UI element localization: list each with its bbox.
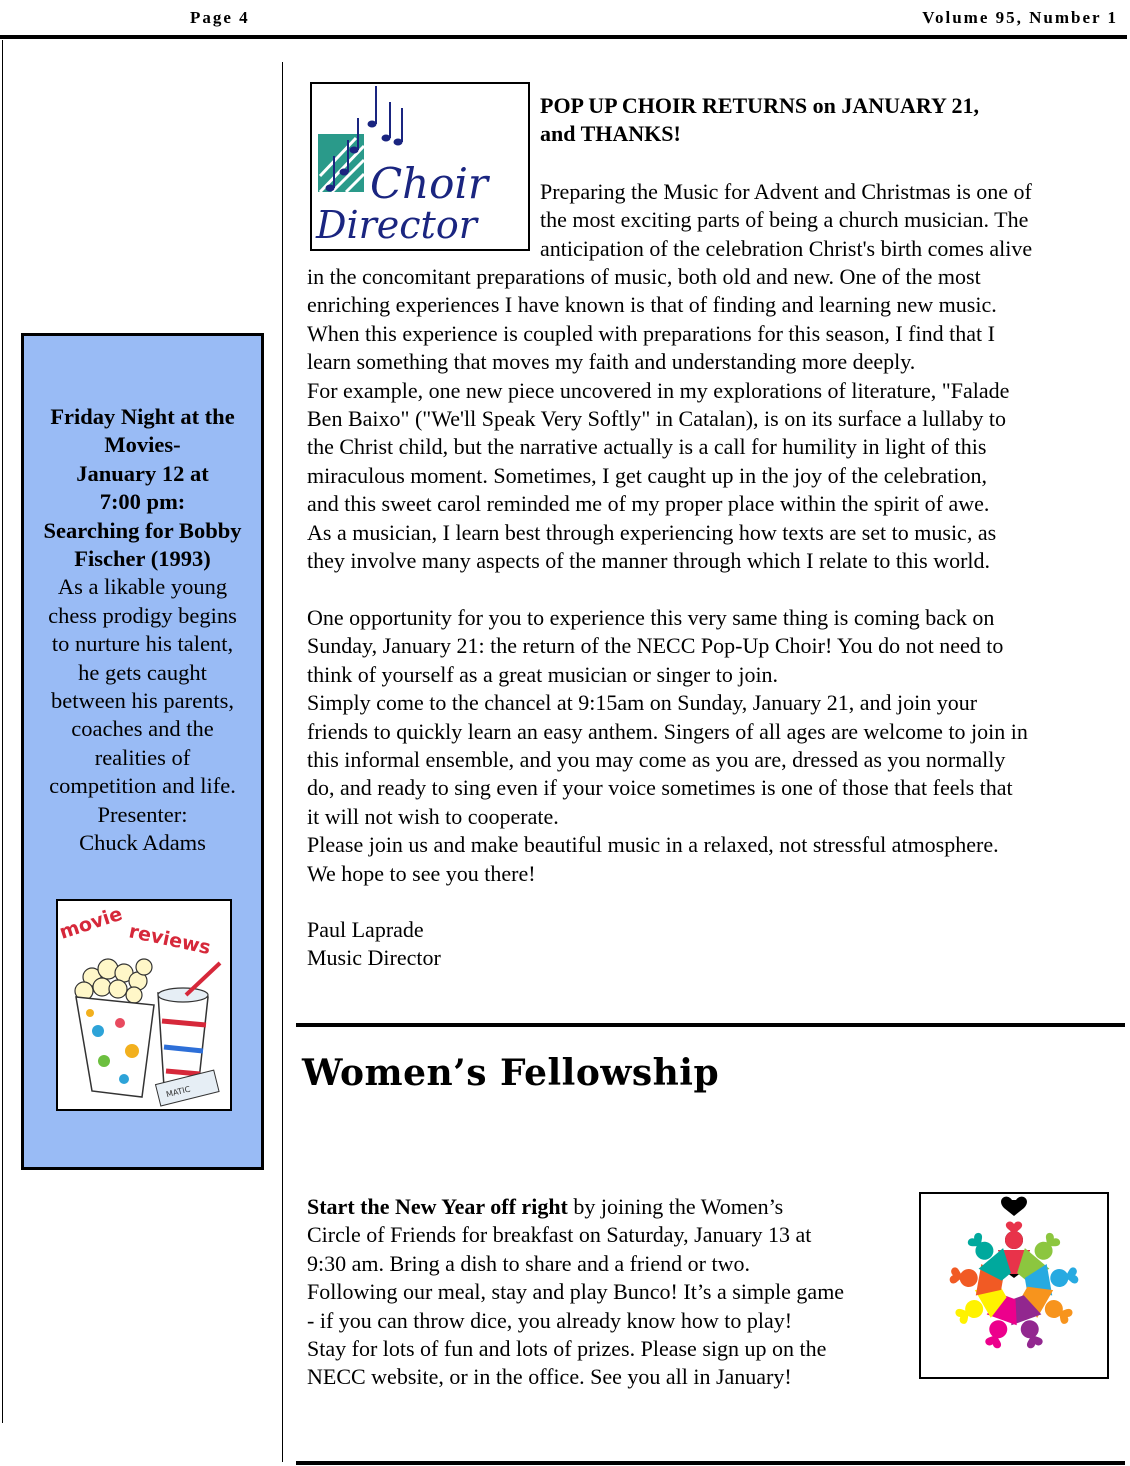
choir-title-line: POP UP CHOIR RETURNS on JANUARY 21,: [540, 93, 980, 118]
womens-line: Stay for lots of fun and lots of prizes. Please sign up on the: [307, 1336, 827, 1362]
choir-body-line: think of yourself as a great musician or singer to join.: [307, 661, 779, 687]
movie-art-word: reviews: [126, 920, 213, 960]
movie-art-word: movie: [58, 902, 126, 944]
movie-night-heading-line: Searching for Bobby: [43, 517, 242, 543]
ticket-text: MATIC: [165, 1084, 192, 1100]
choir-body-line: Ben Baixo" ("We'll Speak Very Softly" in Catalan), is on its surface a lullaby to: [307, 406, 1006, 432]
womens-fellowship-text: [307, 1193, 907, 1392]
movie-description-line: between his parents,: [50, 688, 235, 714]
movie-description-line: competition and life.: [49, 773, 236, 799]
column-divider: [282, 62, 283, 1462]
choir-body-line: it will not wish to cooperate.: [307, 803, 559, 829]
choir-body-line: Simply come to the chancel at 9:15am on Sunday, January 21, and join your: [307, 690, 978, 716]
section-divider: [296, 1461, 1125, 1465]
choir-body-line: friends to quickly learn an easy anthem. Singers of all ages are welcome to join in: [307, 718, 1028, 744]
circle-of-friends-people-hearts-icon: [919, 1192, 1109, 1379]
page-number: Page 4: [190, 8, 250, 27]
choir-director-music-notes-icon: [310, 82, 530, 251]
signature-role: Music Director: [307, 945, 441, 971]
movie-reviews-popcorn-icon: [56, 899, 232, 1111]
signature-name: Paul Laprade: [307, 917, 424, 942]
choir-body-line: For example, one new piece uncovered in my explorations of literature, "Falade: [307, 377, 1010, 403]
movie-night-heading-line: Movies-: [104, 432, 181, 458]
choir-article-body: [307, 263, 1117, 575]
choir-body-line: in the concomitant preparations of music, both old and new. One of the most: [307, 264, 981, 289]
choir-body-line: this informal ensemble, and you may come as you are, dressed as you normally: [307, 747, 1006, 773]
movie-night-heading-line: 7:00 pm:: [99, 489, 186, 515]
choir-lead-line: the most exciting parts of being a church musician. The: [540, 207, 1029, 233]
volume-number: Volume 95, Number 1: [922, 8, 1118, 27]
womens-line-rest: by joining the Women’s: [567, 1194, 784, 1219]
movie-description-line: to nurture his talent,: [51, 631, 234, 657]
movie-description-line: chess prodigy begins: [48, 602, 237, 628]
choir-body-line: Sunday, January 21: the return of the NECC Pop-Up Choir! You do not need to: [307, 633, 1004, 659]
choir-lead-line: Preparing the Music for Advent and Christmas is one of: [540, 179, 1032, 204]
choir-body-line: and this sweet carol reminded me of my proper place within the spirit of awe.: [307, 491, 990, 517]
choir-lead-line: anticipation of the celebration Christ's birth comes alive: [540, 235, 1033, 261]
movie-night-text: [24, 403, 261, 858]
header-rule: [0, 35, 1127, 39]
movie-night-heading-line: Fischer (1993): [74, 546, 211, 572]
choir-article-title: [540, 92, 1100, 149]
movie-description-line: As a likable young: [57, 574, 228, 600]
movie-description-line: realities of: [94, 744, 191, 770]
womens-lead-bold: Start the New Year off right: [307, 1194, 568, 1219]
womens-line: 9:30 am. Bring a dish to share and a friend or two.: [307, 1250, 750, 1276]
choir-body-line: One opportunity for you to experience this very same thing is coming back on: [307, 605, 995, 630]
choir-body-line: learn something that moves my faith and understanding more deeply.: [307, 349, 916, 375]
womens-line: [307, 1193, 907, 1221]
choir-logo-word: Director: [316, 203, 477, 247]
choir-body-line: do, and ready to sing even if your voice sometimes is one of those that feels that: [307, 775, 1013, 801]
choir-body-line: When this experience is coupled with preparations for this season, I find that I: [307, 320, 995, 346]
presenter-name: Chuck Adams: [79, 830, 206, 856]
choir-body-line: As a musician, I learn best through experiencing how texts are set to music, as: [307, 519, 997, 545]
choir-body-line: Please join us and make beautiful music in a relaxed, not stressful atmosphere.: [307, 832, 999, 858]
choir-article-body-2: [307, 604, 1117, 888]
movie-description-line: coaches and the: [71, 716, 214, 742]
choir-body-line: miraculous moment. Sometimes, I get caught up in the joy of the celebration,: [307, 462, 988, 488]
movie-night-sidebar: [21, 333, 264, 1170]
choir-article-lead: [540, 178, 1115, 263]
choir-signature: [307, 916, 1117, 973]
choir-body-line: We hope to see you there!: [307, 860, 536, 886]
womens-line: - if you can throw dice, you already know how to play!: [307, 1307, 793, 1333]
movie-night-heading-line: Friday Night at the: [50, 404, 235, 429]
choir-body-line: enriching experiences I have known is that of finding and learning new music.: [307, 292, 997, 318]
section-divider: [296, 1023, 1125, 1027]
womens-line: Following our meal, stay and play Bunco! It’s a simple game: [307, 1279, 845, 1305]
choir-logo-word: Choir: [370, 159, 488, 208]
choir-body-line: they involve many aspects of the manner through which I relate to this world.: [307, 548, 991, 574]
choir-body-line: the Christ child, but the narrative actually is a call for humility in light of this: [307, 434, 987, 460]
womens-fellowship-title: Women’s Fellowship: [302, 1052, 720, 1094]
presenter-label: Presenter:: [97, 801, 188, 827]
movie-description-line: he gets caught: [78, 659, 207, 685]
left-margin-line: [2, 40, 3, 1423]
choir-title-line: and THANKS!: [540, 121, 681, 147]
womens-line: NECC website, or in the office. See you all in January!: [307, 1364, 792, 1390]
movie-night-heading-line: January 12 at: [76, 460, 209, 486]
womens-line: Circle of Friends for breakfast on Saturday, January 13 at: [307, 1222, 812, 1248]
